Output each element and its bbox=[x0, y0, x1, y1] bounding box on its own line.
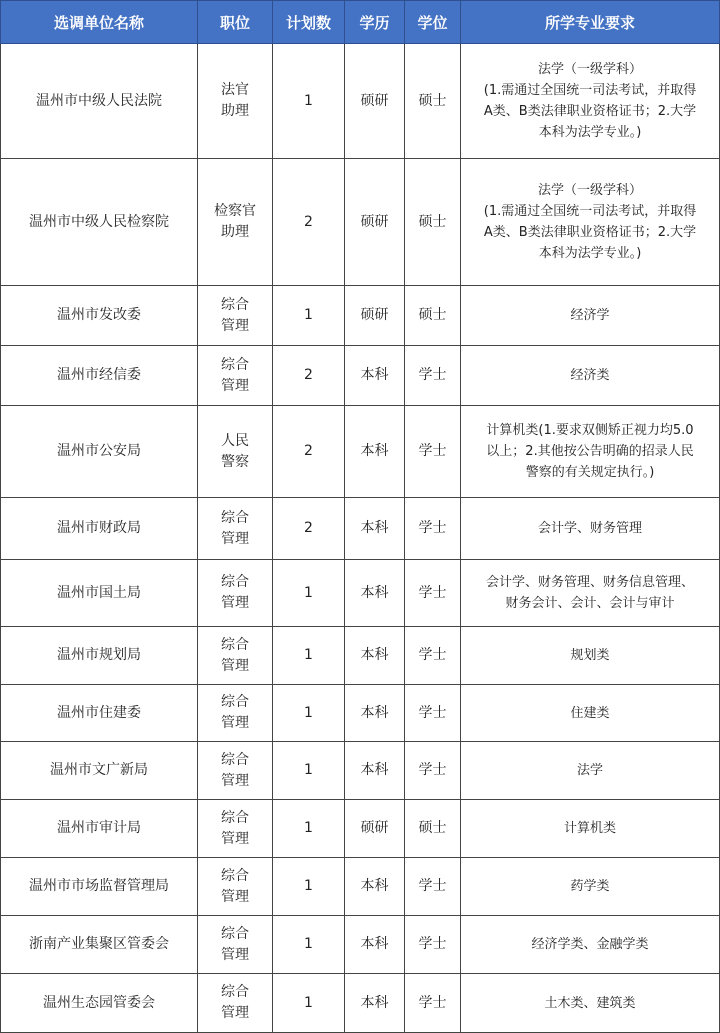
education-cell: 硕研 bbox=[345, 286, 405, 346]
position-cell bbox=[198, 159, 273, 286]
education-cell: 硕研 bbox=[345, 800, 405, 858]
requirement-cell bbox=[461, 742, 720, 800]
requirement-cell bbox=[461, 627, 720, 685]
requirement-line: (1.需通过全国统一司法考试，并取得 bbox=[483, 83, 697, 98]
degree-cell: 学士 bbox=[405, 627, 461, 685]
requirement-line: 会计学、财务管理 bbox=[537, 521, 642, 536]
degree-cell: 硕士 bbox=[405, 800, 461, 858]
degree-cell: 硕士 bbox=[405, 159, 461, 286]
position-cell bbox=[198, 498, 273, 560]
position-cell bbox=[198, 286, 273, 346]
position-line: 管理 bbox=[221, 595, 249, 611]
education-cell: 硕研 bbox=[345, 44, 405, 159]
unit-cell: 温州市住建委 bbox=[1, 685, 198, 742]
plan-count-cell: 1 bbox=[273, 44, 345, 159]
position-line: 管理 bbox=[221, 317, 249, 334]
degree-cell: 学士 bbox=[405, 974, 461, 1033]
position-cell bbox=[198, 916, 273, 974]
requirement-cell bbox=[461, 974, 720, 1033]
position-line: 管理 bbox=[221, 830, 249, 847]
header-education: 学历 bbox=[345, 1, 405, 44]
position-line: 综合 bbox=[221, 809, 249, 826]
position-line: 综合 bbox=[221, 751, 249, 768]
requirement-cell bbox=[461, 800, 720, 858]
plan-count-cell: 2 bbox=[273, 498, 345, 560]
table-row bbox=[1, 627, 720, 685]
position-line: 管理 bbox=[221, 377, 249, 394]
plan-count-cell: 2 bbox=[273, 406, 345, 498]
requirement-line: 规划类 bbox=[570, 648, 610, 663]
table-row bbox=[1, 685, 720, 742]
table-row bbox=[1, 286, 720, 346]
education-cell: 本科 bbox=[345, 627, 405, 685]
position-line: 综合 bbox=[221, 984, 249, 1000]
header-unit: 选调单位名称 bbox=[1, 1, 198, 44]
position-line: 综合 bbox=[221, 867, 249, 884]
requirement-cell bbox=[461, 858, 720, 916]
plan-count-cell: 1 bbox=[273, 560, 345, 627]
plan-count-cell: 1 bbox=[273, 627, 345, 685]
plan-count-cell: 1 bbox=[273, 974, 345, 1033]
education-cell: 本科 bbox=[345, 974, 405, 1033]
table-row bbox=[1, 346, 720, 406]
position-line: 综合 bbox=[221, 636, 249, 653]
requirement-line: 法学 bbox=[576, 763, 603, 778]
requirement-line: A类、B类法律职业资格证书；2.大学 bbox=[483, 104, 697, 119]
requirement-line: (1.需通过全国统一司法考试，并取得 bbox=[483, 204, 697, 219]
degree-cell: 硕士 bbox=[405, 44, 461, 159]
requirement-line: 本科为法学专业。) bbox=[538, 125, 642, 140]
position-cell bbox=[198, 685, 273, 742]
plan-count-cell: 2 bbox=[273, 159, 345, 286]
unit-cell: 温州市发改委 bbox=[1, 286, 198, 346]
requirement-cell bbox=[461, 346, 720, 406]
position-line: 人民 bbox=[221, 432, 249, 449]
degree-cell: 学士 bbox=[405, 498, 461, 560]
position-line: 管理 bbox=[221, 530, 249, 547]
requirement-line: 经济学 bbox=[570, 308, 610, 323]
requirement-line: 法学（一级学科） bbox=[537, 62, 642, 77]
position-cell bbox=[198, 406, 273, 498]
requirement-cell bbox=[461, 159, 720, 286]
table-row bbox=[1, 498, 720, 560]
position-line: 助理 bbox=[221, 103, 249, 119]
table-row bbox=[1, 974, 720, 1033]
table-row bbox=[1, 560, 720, 627]
requirement-cell bbox=[461, 286, 720, 346]
position-cell bbox=[198, 560, 273, 627]
position-cell bbox=[198, 858, 273, 916]
degree-cell: 硕士 bbox=[405, 286, 461, 346]
plan-count-cell: 1 bbox=[273, 685, 345, 742]
degree-cell: 学士 bbox=[405, 742, 461, 800]
position-cell bbox=[198, 800, 273, 858]
plan-count-cell: 1 bbox=[273, 286, 345, 346]
requirement-line: 经济类 bbox=[570, 368, 610, 383]
unit-cell: 温州市中级人民检察院 bbox=[1, 159, 198, 286]
header-degree: 学位 bbox=[405, 1, 461, 44]
position-line: 管理 bbox=[221, 888, 249, 905]
position-line: 综合 bbox=[221, 509, 249, 526]
table-row bbox=[1, 406, 720, 498]
position-line: 助理 bbox=[221, 224, 249, 240]
header-row bbox=[1, 1, 720, 44]
unit-cell: 温州生态园管委会 bbox=[1, 974, 198, 1033]
education-cell: 本科 bbox=[345, 560, 405, 627]
position-line: 警察 bbox=[221, 453, 249, 470]
education-cell: 本科 bbox=[345, 346, 405, 406]
degree-cell: 学士 bbox=[405, 406, 461, 498]
requirement-cell bbox=[461, 406, 720, 498]
header-position: 职位 bbox=[198, 1, 273, 44]
table-row bbox=[1, 858, 720, 916]
unit-cell: 温州市中级人民法院 bbox=[1, 44, 198, 159]
table-row bbox=[1, 916, 720, 974]
unit-cell: 温州市公安局 bbox=[1, 406, 198, 498]
position-cell bbox=[198, 346, 273, 406]
education-cell: 硕研 bbox=[345, 159, 405, 286]
degree-cell: 学士 bbox=[405, 346, 461, 406]
table-row bbox=[1, 159, 720, 286]
position-cell bbox=[198, 44, 273, 159]
requirement-line: 经济学类、金融学类 bbox=[531, 937, 649, 952]
plan-count-cell: 1 bbox=[273, 742, 345, 800]
degree-cell: 学士 bbox=[405, 560, 461, 627]
requirement-line: A类、B类法律职业资格证书；2.大学 bbox=[483, 225, 697, 240]
unit-cell: 温州市财政局 bbox=[1, 498, 198, 560]
requirement-line: 本科为法学专业。) bbox=[538, 246, 642, 261]
education-cell: 本科 bbox=[345, 406, 405, 498]
requirement-cell bbox=[461, 685, 720, 742]
requirement-line: 计算机类(1.要求双侧矫正视力均5.0 bbox=[486, 423, 694, 438]
education-cell: 本科 bbox=[345, 742, 405, 800]
plan-count-cell: 1 bbox=[273, 800, 345, 858]
header-plan-count: 计划数 bbox=[273, 1, 345, 44]
unit-cell: 温州市市场监督管理局 bbox=[1, 858, 198, 916]
unit-cell: 浙南产业集聚区管委会 bbox=[1, 916, 198, 974]
requirement-line: 土木类、建筑类 bbox=[544, 995, 636, 1011]
plan-count-cell: 2 bbox=[273, 346, 345, 406]
position-line: 综合 bbox=[221, 296, 249, 313]
requirement-cell bbox=[461, 498, 720, 560]
position-line: 综合 bbox=[221, 356, 249, 373]
education-cell: 本科 bbox=[345, 916, 405, 974]
position-line: 综合 bbox=[221, 925, 249, 942]
unit-cell: 温州市审计局 bbox=[1, 800, 198, 858]
position-cell bbox=[198, 974, 273, 1033]
position-line: 管理 bbox=[221, 772, 249, 789]
requirement-line: 会计学、财务管理、财务信息管理、 bbox=[485, 575, 694, 590]
table-row bbox=[1, 44, 720, 159]
position-line: 管理 bbox=[221, 1005, 249, 1021]
header-major-requirement: 所学专业要求 bbox=[461, 1, 720, 44]
degree-cell: 学士 bbox=[405, 858, 461, 916]
table-row bbox=[1, 800, 720, 858]
unit-cell: 温州市经信委 bbox=[1, 346, 198, 406]
position-line: 检察官 bbox=[214, 203, 256, 219]
table-row bbox=[1, 742, 720, 800]
requirement-line: 法学（一级学科） bbox=[537, 183, 642, 198]
position-line: 法官 bbox=[221, 82, 249, 98]
education-cell: 本科 bbox=[345, 685, 405, 742]
plan-count-cell: 1 bbox=[273, 916, 345, 974]
requirement-cell bbox=[461, 44, 720, 159]
requirement-line: 财务会计、会计、会计与审计 bbox=[505, 596, 675, 611]
position-line: 综合 bbox=[221, 694, 249, 710]
requirement-cell bbox=[461, 560, 720, 627]
education-cell: 本科 bbox=[345, 858, 405, 916]
education-cell: 本科 bbox=[345, 498, 405, 560]
unit-cell: 温州市规划局 bbox=[1, 627, 198, 685]
degree-cell: 学士 bbox=[405, 916, 461, 974]
plan-count-cell: 1 bbox=[273, 858, 345, 916]
requirement-line: 以上；2.其他按公告明确的招录人民 bbox=[486, 444, 694, 459]
requirement-line: 计算机类 bbox=[563, 821, 616, 836]
unit-cell: 温州市文广新局 bbox=[1, 742, 198, 800]
position-line: 管理 bbox=[221, 657, 249, 674]
requirement-line: 住建类 bbox=[570, 705, 610, 721]
unit-cell: 温州市国土局 bbox=[1, 560, 198, 627]
requirement-line: 警察的有关规定执行。) bbox=[525, 465, 655, 480]
requirement-line: 药学类 bbox=[570, 879, 610, 894]
position-cell bbox=[198, 627, 273, 685]
position-cell bbox=[198, 742, 273, 800]
degree-cell: 学士 bbox=[405, 685, 461, 742]
position-line: 综合 bbox=[221, 574, 249, 590]
position-line: 管理 bbox=[221, 946, 249, 963]
requirement-cell bbox=[461, 916, 720, 974]
position-line: 管理 bbox=[221, 715, 249, 731]
